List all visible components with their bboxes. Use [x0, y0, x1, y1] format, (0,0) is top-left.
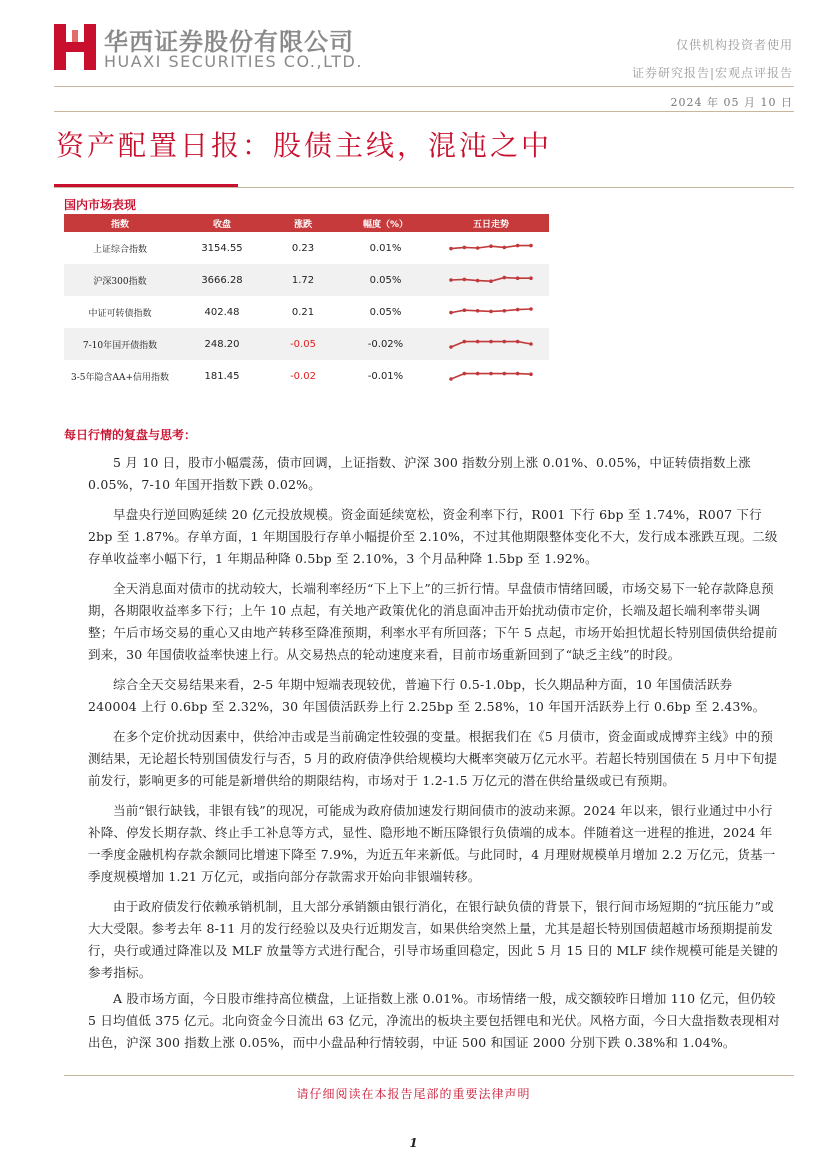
sparkline-point: [476, 340, 480, 344]
cell-pct: -0.01%: [338, 360, 433, 392]
paragraph: 由于政府债发行依赖承销机制，且大部分承销额由银行消化，在银行缺负债的背景下，银行间市场短期的“抗压能力”或大大受限。参考去年 8-11 月的发行经验以及央行近期发言，如果供给突然上量，尤其是超长特别国债超越市场预期提前发行，央行或通过降准以及 MLF 放量等方式进行配合，引导市场重回稳定，因此 5 月 15 日的 MLF 续作规模可能是关键的参考指标。: [88, 899, 779, 980]
company-logo: [54, 24, 96, 70]
sparkline-point: [489, 279, 493, 283]
cell-pct: 0.05%: [338, 296, 433, 328]
cell-pct: 0.05%: [338, 264, 433, 296]
five-day-sparkline: [448, 368, 534, 384]
col-header-change: 涨跌: [268, 214, 338, 232]
title-divider: [54, 187, 794, 188]
sparkline-point: [463, 372, 467, 376]
sparkline-point: [529, 276, 533, 280]
sparkline-point: [489, 310, 493, 314]
sparkline-point: [516, 244, 520, 248]
sparkline-point: [489, 372, 493, 376]
sparkline-point: [503, 246, 507, 250]
paragraph: 在多个定价扰动因素中，供给冲击或是当前确定性较强的变量。根据我们在《5 月债市，资金面或成博弈主线》中的预测结果，无论超长特别国债发行与否，5 月的政府债净供给规模均大概率突破万亿元水平。若超长特别国债在 5 月中下旬提前发行，影响更多的可能是新增供给的期限结构，市场对于 1.2-1.5 万亿元的潜在供给量级或已有预期。: [88, 729, 778, 788]
sparkline-point: [476, 246, 480, 250]
cell-close: 181.45: [176, 360, 268, 392]
company-name-en: HUAXI SECURITIES CO.,LTD.: [104, 52, 363, 71]
market-table: [64, 214, 549, 392]
table-row: [64, 328, 549, 360]
cell-close: 248.20: [176, 328, 268, 360]
five-day-sparkline: [448, 272, 534, 288]
sparkline-point: [503, 309, 507, 313]
commentary-body: [88, 452, 782, 1054]
section-title-market: 国内市场表现: [64, 198, 137, 212]
sparkline-point: [476, 309, 480, 313]
col-header-index: 指数: [64, 214, 176, 232]
sparkline-point: [503, 276, 507, 280]
cell-close: 402.48: [176, 296, 268, 328]
sparkline-point: [503, 340, 507, 344]
cell-index-name: 3-5年隐含AA+信用指数: [64, 360, 176, 392]
cell-index-name: 沪深300指数: [64, 264, 176, 296]
table-row: [64, 360, 549, 392]
cell-pct: 0.01%: [338, 232, 433, 264]
cell-trend: [433, 296, 549, 328]
col-header-pct: 幅度（%）: [338, 214, 433, 232]
cell-trend: [433, 264, 549, 296]
cell-trend: [433, 232, 549, 264]
sparkline-point: [476, 279, 480, 283]
date-divider: [54, 111, 794, 112]
sparkline-point: [463, 246, 467, 250]
cell-trend: [433, 360, 549, 392]
paragraph: A 股市场方面，今日股市维持高位横盘，上证指数上涨 0.01%。市场情绪一般，成交额较昨日增加 110 亿元，但仍较 5 日均值低 375 亿元。北向资金今日流出 63 亿元，净流出的板块主要包括锂电和光伏。风格方面，今日大盘指数表现相对出色，沪深 300 指数上涨 0.05%，而中小盘品种行情较弱，中证 500 和国证 2000 分别下跌 0.38%和 1.04%。: [88, 991, 781, 1050]
cell-index-name: 上证综合指数: [64, 232, 176, 264]
sparkline-point: [529, 244, 533, 248]
table-row: [64, 296, 549, 328]
report-type: 证券研究报告|宏观点评报告: [631, 66, 793, 80]
sparkline-point: [463, 340, 467, 344]
paragraph: 5 月 10 日，股市小幅震荡，债市回调，上证指数、沪深 300 指数分别上涨 0.01%、0.05%，中证转债指数上涨 0.05%，7-10 年国开指数下跌 0.02%。: [88, 455, 751, 492]
paragraph: 全天消息面对债市的扰动较大，长端利率经历“下上下上”的三折行情。早盘债市情绪回暖，市场交易下一轮存款降息预期，各期限收益率多下行；上午 10 点起，有关地产政策优化的消息面冲击开始扰动债市定价，长端及超长端利率带头调整；午后市场交易的重心又由地产转移至降准预期，利率水平有所回落；下午 5 点起，市场开始担忧超长特别国债供给提前到来，30 年国债收益率快速上行。从交易热点的轮动速度来看，目前市场重新回到了“缺乏主线”的时段。: [88, 581, 778, 662]
five-day-sparkline: [448, 336, 534, 352]
sparkline-point: [516, 340, 520, 344]
sparkline-point: [449, 345, 453, 349]
sparkline-point: [516, 308, 520, 312]
cell-change: 0.21: [268, 296, 338, 328]
cell-change: -0.02: [268, 360, 338, 392]
sparkline-point: [529, 372, 533, 376]
paragraph: 综合全天交易结果来看，2-5 年期中短端表现较优，普遍下行 0.5-1.0bp，长久期品种方面，10 年国债活跃券 240004 上行 0.6bp 至 2.32%，30 年国债活跃券上行 2.25bp 至 2.58%，10 年国开活跃券上行 0.6bp 至 2.43%。: [88, 677, 766, 714]
five-day-sparkline: [448, 240, 534, 256]
footer-divider: [64, 1075, 794, 1076]
table-row: [64, 232, 549, 264]
sparkline-point: [449, 377, 453, 381]
sparkline-point: [449, 311, 453, 315]
sparkline-point: [463, 278, 467, 282]
cell-pct: -0.02%: [338, 328, 433, 360]
cell-index-name: 7-10年国开债指数: [64, 328, 176, 360]
page-number: 1: [409, 1136, 418, 1150]
cell-close: 3666.28: [176, 264, 268, 296]
company-name-cn: 华西证券股份有限公司: [104, 28, 354, 56]
report-title: 资产配置日报：股债主线，混沌之中: [56, 129, 553, 162]
report-date: 2024 年 05 月 10 日: [670, 96, 793, 109]
table-row: [64, 264, 549, 296]
cell-close: 3154.55: [176, 232, 268, 264]
cell-change: -0.05: [268, 328, 338, 360]
sparkline-point: [449, 247, 453, 251]
section-title-review: 每日行情的复盘与思考：: [64, 428, 197, 442]
sparkline-point: [463, 308, 467, 312]
col-header-trend: 五日走势: [433, 214, 549, 232]
sparkline-point: [529, 307, 533, 311]
sparkline-point: [516, 372, 520, 376]
cell-index-name: 中证可转债指数: [64, 296, 176, 328]
col-header-close: 收盘: [176, 214, 268, 232]
sparkline-point: [516, 276, 520, 280]
header-divider: [54, 86, 794, 87]
sparkline-point: [503, 372, 507, 376]
sparkline-point: [449, 278, 453, 282]
cell-change: 0.23: [268, 232, 338, 264]
sparkline-point: [489, 244, 493, 248]
cell-trend: [433, 328, 549, 360]
sparkline-point: [529, 342, 533, 346]
five-day-sparkline: [448, 304, 534, 320]
audience-note: 仅供机构投资者使用: [675, 38, 793, 52]
paragraph: 当前“银行缺钱，非银有钱”的现况，可能成为政府债加速发行期间债市的波动来源。2024 年以来，银行业通过中小行补降、停发长期存款、终止手工补息等方式，显性、隐形地不断压降银行负债端的成本。伴随着这一进程的推进，2024 年一季度金融机构存款余额同比增速下降至 7.9%，为近五年来新低。与此同时，4 月理财规模单月增加 2.2 万亿元，货基一季度规模增加 1.21 万亿元，或指向部分存款需求开始向非银端转移。: [88, 803, 776, 884]
table-header-row: [64, 214, 549, 232]
paragraph: 早盘央行逆回购延续 20 亿元投放规模。资金面延续宽松，资金利率下行，R001 下行 6bp 至 1.74%，R007 下行 2bp 至 1.87%。存单方面，1 年期国股行存单小幅提价至 2.10%，不过其他期限整体变化不大，发行成本涨跌互现。二级存单收益率小幅下行，1 年期品种降 0.5bp 至 2.10%，3 个月品种降 1.5bp 至 1.92%。: [88, 507, 778, 566]
sparkline-point: [476, 372, 480, 376]
sparkline-point: [489, 340, 493, 344]
legal-notice: 请仔细阅读在本报告尾部的重要法律声明: [296, 1087, 531, 1101]
cell-change: 1.72: [268, 264, 338, 296]
